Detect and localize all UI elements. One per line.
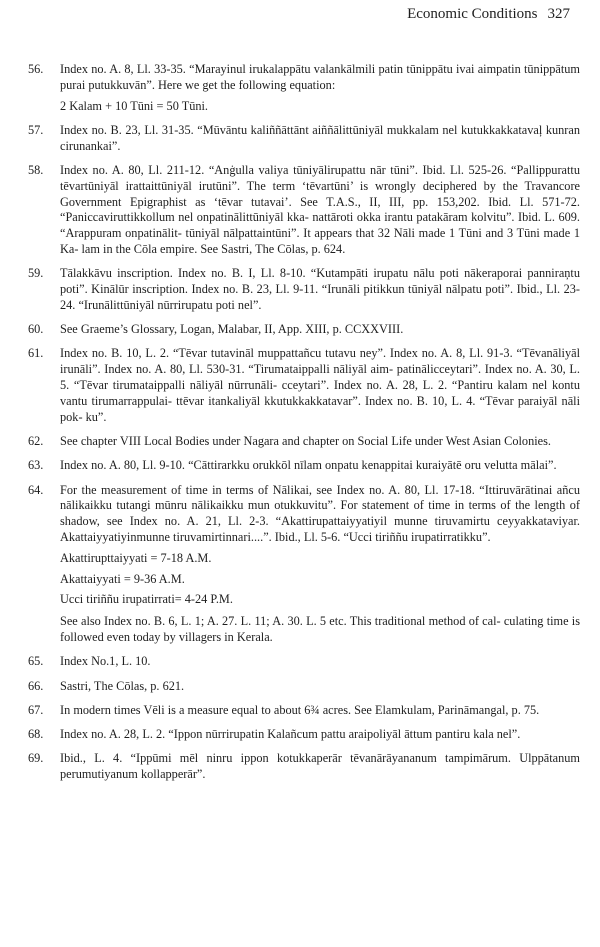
page-number: 327 — [547, 6, 570, 22]
endnote-61 — [0, 346, 600, 425]
note-time-line: Ucci tiriññu irupatirrati= 4-24 P.M. — [60, 592, 233, 607]
note-text: Index no. A. 28, L. 2. “Ippon nūrrirupatin Kalañcum pattu araipoliyāl āttum pantiru kala nel”. — [60, 727, 521, 742]
note-number: 69. — [28, 751, 44, 766]
note-number: 58. — [28, 162, 44, 177]
note-text: See chapter VIII Local Bodies under Nagara and chapter on Social Life under West Asian Colonies. — [60, 433, 551, 448]
note-number: 65. — [28, 654, 44, 669]
endnote-68 — [0, 727, 600, 743]
note-number: 62. — [28, 433, 44, 448]
note-text: In modern times Vēli is a measure equal to about 6¾ acres. See Elamkulam, Parināmangal, p. 75. — [60, 702, 540, 717]
endnote-63 — [0, 458, 600, 474]
note-text: Index no. A. 80, Ll. 211-12. “Anġulla valiya tūniyālirupattu nār tūni”. Ibid. Ll. 525-26. “Pallippurattu tēvartūniyāl irattaittūniyāl irutūni”. The term ‘tēvartūni’ is wrongly deciphered by the Travancore Government Epigraphist as ‘tēvar tutavai’. See T.A.S., II, III, pp. 153,202. Ibid. Ll. 571-72. “Paniccaviruttikkollum nel onpatinālittūniyāl kka- nattāroti okka irantu patakāram kolvitu”. Ibid. L. 609. “Arappuram onpatinālit- tūniyāl nālpattaintūni”. It appears that 32 Nāli made 1 Tūni and 3 Tūni made 1 Ka- lam in the Cōla empire. See Sastri, The Cōlas, p. 624. — [60, 162, 580, 256]
note-equation: 2 Kalam + 10 Tūni = 50 Tūni. — [60, 98, 208, 113]
note-number: 57. — [28, 122, 44, 137]
note-time-line: Akattirupttaiyyati = 7-18 A.M. — [60, 550, 212, 565]
note-number: 59. — [28, 266, 44, 281]
note-number: 68. — [28, 727, 44, 742]
endnote-62 — [0, 434, 600, 450]
note-number: 60. — [28, 322, 44, 337]
endnote-67 — [0, 703, 600, 719]
note-number: 63. — [28, 458, 44, 473]
endnote-57 — [0, 123, 600, 155]
note-text: Index No.1, L. 10. — [60, 654, 151, 669]
note-text: Tālakkāvu inscription. Index no. B. I, Ll. 8-10. “Kutampāti irupatu nālu poti nākeraporai panniraņtu poti”. Kinālūr inscription. Index no. B. 23, Ll. 9-11. “Irunāli pitikkun tūniyāl nālpatu poti”. Ibid., Ll. 23-24. “Irunālittūniyāl nūrrirupatu poti nel”. — [60, 266, 580, 312]
note-text: Index no. B. 10, L. 2. “Tēvar tutavināl muppattañcu tutavu ney”. Index no. A. 8, Ll. 91-3. “Tēvanāliyāl irunāli”. Index no. A. 80, Ll. 530-31. “Tirumataippalli nāliyāl aim- patinālicceytari”. Index no. A. 30, L. 5. “Tēvar tirumataippalli nāliyāl nūrrunāli- cceytari”. Index no. A. 28, L. 2. “Pantiru kalam nel kontu vantu tirumarrappulai- ttēvar itankaliyāl kkutukkakkatavar”. Index no. B. 10, L. 4. “Tēvar paraiyāl nāli pok- ku”. — [60, 346, 580, 424]
note-text: Ibid., L. 4. “Ippūmi mēl ninru ippon kotukkaperār tēvanārāyananum tampimārum. Ulppātanum perumutiyanum kollapperār”. — [60, 751, 580, 782]
endnote-65 — [0, 654, 600, 670]
note-number: 56. — [28, 62, 44, 76]
endnote-59 — [0, 266, 600, 313]
note-continuation: See also Index no. B. 6, L. 1; A. 27. L. 11; A. 30. L. 5 etc. This traditional method of cal- culating time is followed even today by villagers in Kerala. — [60, 614, 580, 644]
endnotes-list — [0, 62, 600, 791]
note-text: See Graeme’s Glossary, Logan, Malabar, II, App. XIII, p. CCXXVIII. — [60, 322, 404, 337]
note-number: 61. — [28, 346, 44, 361]
endnote-69 — [0, 751, 600, 783]
endnote-58 — [0, 163, 600, 258]
endnote-60 — [0, 322, 600, 338]
endnote-56 — [0, 62, 600, 114]
note-text: Index no. A. 80, Ll. 9-10. “Cāttirarkku orukkōl nīlam onpatu kenappitai kuraiyātē oru velutta mālai”. — [60, 458, 557, 473]
note-number: 66. — [28, 678, 44, 693]
note-text: Sastri, The Cōlas, p. 621. — [60, 678, 185, 693]
endnote-64 — [0, 483, 600, 646]
note-number: 64. — [28, 482, 44, 497]
note-text: For the measurement of time in terms of Nālikai, see Index no. A. 80, Ll. 17-18. “Ittiruvārātinai añcu nālikaikku tutangi mūnru nālikaikku mun otukkuvitu”. For statement of time in terms of the length of shadow, see Index no. A. 21, Ll. 2-3. “Akattirupattaiyyatiyil munne tiruvamirtu ceyyakkataviyar. Akattaiyyatiyinmunne tiruvamirtinnari....”. Ibid., Ll. 5-6. “Ucci tiriññu irupatirratikku”. — [60, 482, 580, 544]
endnote-66 — [0, 679, 600, 695]
running-header-title: Economic Conditions — [407, 6, 538, 22]
note-number: 67. — [28, 702, 44, 717]
note-text: Index no. A. 8, Ll. 33-35. “Marayinul irukalappātu valankālmili patin tūnippātu ivai aimpatin tūnippātum purai putukkuvān”. Here we get the following equation: — [60, 62, 580, 92]
note-time-line: Akattaiyyati = 9-36 A.M. — [60, 571, 185, 586]
running-header — [407, 6, 570, 23]
note-text: Index no. B. 23, Ll. 31-35. “Mūvāntu kaliññāttānt aiññālittūniyāl mukkalam nel kutukkakkatavaļ kunran cirunankai”. — [60, 122, 580, 153]
